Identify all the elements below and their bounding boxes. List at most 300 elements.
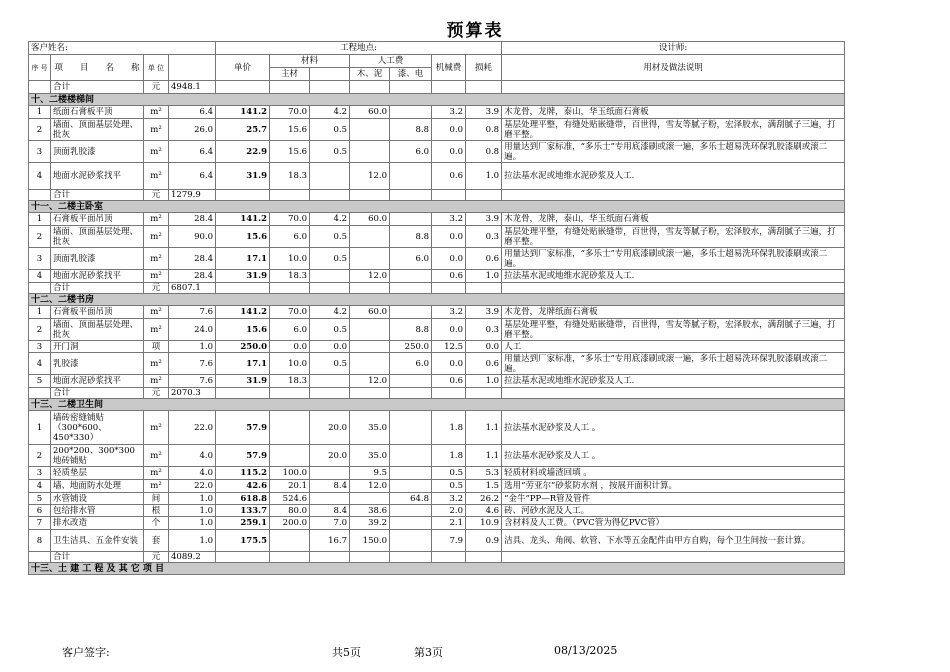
- labor-wood: [350, 353, 390, 375]
- total-row: [29, 81, 845, 94]
- loss: 3.9: [466, 106, 502, 119]
- header-aux-material: [310, 68, 350, 81]
- labor-wood: 9.5: [350, 467, 390, 480]
- main-material: 200.0: [270, 517, 310, 530]
- main-material: 18.3: [270, 163, 310, 190]
- quantity: 6.4: [169, 141, 216, 163]
- quantity: 22.0: [169, 411, 216, 445]
- description: 木龙骨，龙牌，泰山，华玉纸面石膏板: [502, 106, 845, 119]
- section-title: 十二、二楼书房: [29, 294, 845, 306]
- seq: 3: [29, 248, 51, 270]
- header-row-1: [29, 55, 845, 68]
- description: 基层处理平整，有缝处贴嵌缝带，百世得，雪友等腻子粉，宏泽胶水，满刮腻子三遍，打磨平整。: [502, 119, 845, 141]
- aux-material: 20.0: [310, 411, 350, 445]
- description: 木龙骨，龙牌纸面石膏板: [502, 306, 845, 319]
- empty-cell: [29, 190, 51, 201]
- header-seq: 序 号: [29, 55, 51, 81]
- page-number: 第3页: [414, 646, 443, 659]
- unit-price: 259.1: [216, 517, 270, 530]
- header-desc: 用材及做法说明: [502, 55, 845, 81]
- header-machine: 机械费: [432, 55, 466, 81]
- table-row: [29, 530, 845, 552]
- table-row: [29, 248, 845, 270]
- unit-price: 57.9: [216, 445, 270, 467]
- main-material: 10.0: [270, 248, 310, 270]
- seq: 7: [29, 517, 51, 530]
- quantity: 4.0: [169, 467, 216, 480]
- aux-material: [310, 163, 350, 190]
- labor-paint: 64.8: [390, 493, 432, 505]
- unit: m²: [144, 270, 169, 283]
- loss: 0.0: [466, 341, 502, 353]
- labor-paint: [390, 480, 432, 493]
- item-name: 墙砖密缝铺贴（300*600、450*330）: [51, 411, 144, 445]
- description: 拉法基水泥或地维水泥砂浆及人工.: [502, 375, 845, 388]
- section-total-row: [29, 190, 845, 201]
- labor-paint: 6.0: [390, 248, 432, 270]
- machine-fee: 2.0: [432, 505, 466, 517]
- empty-cell: [502, 190, 845, 201]
- machine-fee: 3.2: [432, 306, 466, 319]
- labor-wood: [350, 226, 390, 248]
- page-count: 共5页: [332, 646, 361, 659]
- labor-paint: [390, 505, 432, 517]
- description: 木龙骨，龙牌，泰山，华玉纸面石膏板: [502, 213, 845, 226]
- seq: 2: [29, 319, 51, 341]
- seq: 3: [29, 467, 51, 480]
- empty-cell: [216, 388, 270, 399]
- total-label: 合计: [51, 388, 144, 399]
- table-row: [29, 213, 845, 226]
- labor-wood: [350, 141, 390, 163]
- empty-cell: [466, 388, 502, 399]
- section-title: 十三、土 建 工 程 及 其 它 项 目: [29, 563, 845, 575]
- unit: m²: [144, 306, 169, 319]
- description: 用量达到厂家标准，“多乐士”专用底漆刷或滚一遍，多乐士超易洗环保乳胶漆刷或滚二遍。: [502, 248, 845, 270]
- empty-cell: [350, 388, 390, 399]
- item-name: 地面水泥砂浆找平: [51, 163, 144, 190]
- main-material: 20.1: [270, 480, 310, 493]
- loss: 0.8: [466, 141, 502, 163]
- quantity: 7.6: [169, 353, 216, 375]
- unit-price: 42.6: [216, 480, 270, 493]
- item-name: 石膏板平面吊顶: [51, 213, 144, 226]
- labor-paint: [390, 213, 432, 226]
- machine-fee: 0.0: [432, 141, 466, 163]
- labor-paint: [390, 306, 432, 319]
- aux-material: 8.4: [310, 505, 350, 517]
- machine-fee: 1.8: [432, 445, 466, 467]
- empty-cell: [216, 190, 270, 201]
- item-name: 墙面、顶面基层处理、批灰: [51, 119, 144, 141]
- machine-fee: 7.9: [432, 530, 466, 552]
- table-row: [29, 505, 845, 517]
- unit-price: 175.5: [216, 530, 270, 552]
- total-unit: 元: [144, 552, 169, 563]
- unit: m²: [144, 411, 169, 445]
- quantity: 1.0: [169, 517, 216, 530]
- unit-price: 15.6: [216, 319, 270, 341]
- quantity: 6.4: [169, 106, 216, 119]
- empty-cell: [432, 388, 466, 399]
- loss: 4.6: [466, 505, 502, 517]
- empty-cell: [502, 388, 845, 399]
- aux-material: [310, 493, 350, 505]
- aux-material: 16.7: [310, 530, 350, 552]
- empty-cell: [390, 552, 432, 563]
- labor-wood: 12.0: [350, 163, 390, 190]
- aux-material: 20.0: [310, 445, 350, 467]
- aux-material: 7.0: [310, 517, 350, 530]
- total-unit: 元: [144, 388, 169, 399]
- main-material: [270, 411, 310, 445]
- seq: 1: [29, 411, 51, 445]
- labor-wood: [350, 248, 390, 270]
- unit: m²: [144, 226, 169, 248]
- description: 基层处理平整，有缝处贴嵌缝带，百世得，雪友等腻子粉，宏泽胶水，满刮腻子三遍，打磨平整。: [502, 226, 845, 248]
- loss: 0.6: [466, 248, 502, 270]
- seq: 1: [29, 306, 51, 319]
- loss: 0.9: [466, 530, 502, 552]
- aux-material: 0.5: [310, 141, 350, 163]
- machine-fee: 0.0: [432, 226, 466, 248]
- header-wood: 木、泥: [350, 68, 390, 81]
- description: 拉法基水泥砂浆及人工 。: [502, 445, 845, 467]
- labor-paint: 6.0: [390, 353, 432, 375]
- empty-cell: [310, 552, 350, 563]
- header-material: 材料: [270, 55, 350, 68]
- main-material: 524.6: [270, 493, 310, 505]
- labor-wood: [350, 319, 390, 341]
- empty-cell: [350, 190, 390, 201]
- unit: m²: [144, 467, 169, 480]
- labor-paint: [390, 163, 432, 190]
- labor-paint: [390, 517, 432, 530]
- unit: 个: [144, 517, 169, 530]
- machine-fee: 0.6: [432, 375, 466, 388]
- main-material: 18.3: [270, 375, 310, 388]
- empty-cell: [270, 283, 310, 294]
- aux-material: [310, 375, 350, 388]
- machine-fee: 0.6: [432, 270, 466, 283]
- main-material: [270, 445, 310, 467]
- description: 选用“劳亚尔”砂浆防水剂 ，按展开面积计算。: [502, 480, 845, 493]
- aux-material: 4.2: [310, 106, 350, 119]
- table-row: [29, 270, 845, 283]
- main-material: 15.6: [270, 119, 310, 141]
- unit-price: 22.9: [216, 141, 270, 163]
- client-signature-label: 客户签字:: [62, 646, 110, 659]
- empty-cell: [432, 552, 466, 563]
- aux-material: [310, 467, 350, 480]
- empty-cell: [310, 388, 350, 399]
- main-material: 6.0: [270, 226, 310, 248]
- labor-paint: [390, 530, 432, 552]
- section-header: [29, 201, 845, 213]
- labor-wood: [350, 493, 390, 505]
- labor-wood: 12.0: [350, 480, 390, 493]
- labor-wood: 39.2: [350, 517, 390, 530]
- quantity: 7.6: [169, 306, 216, 319]
- empty-cell: [502, 552, 845, 563]
- seq: 2: [29, 226, 51, 248]
- unit: m²: [144, 106, 169, 119]
- site-label: 工程地点:: [216, 42, 502, 55]
- item-name: 墙、地面防水处理: [51, 480, 144, 493]
- loss: 5.3: [466, 467, 502, 480]
- section-header: [29, 94, 845, 106]
- seq: 2: [29, 119, 51, 141]
- unit: 根: [144, 505, 169, 517]
- main-material: 18.3: [270, 270, 310, 283]
- seq: 8: [29, 530, 51, 552]
- total-value: 1279.9: [169, 190, 216, 201]
- machine-fee: 3.2: [432, 106, 466, 119]
- header-qty: [169, 55, 216, 81]
- table-row: [29, 306, 845, 319]
- item-name: 卫生洁具、五金件安装: [51, 530, 144, 552]
- loss: 1.5: [466, 480, 502, 493]
- labor-wood: 12.0: [350, 375, 390, 388]
- machine-fee: 3.2: [432, 493, 466, 505]
- table-row: [29, 467, 845, 480]
- seq: 4: [29, 480, 51, 493]
- unit-price: 31.9: [216, 375, 270, 388]
- total-label: 合计: [51, 283, 144, 294]
- machine-fee: 2.1: [432, 517, 466, 530]
- labor-wood: 60.0: [350, 213, 390, 226]
- quantity: 7.6: [169, 375, 216, 388]
- description: 砖、河砂水泥及人工。: [502, 505, 845, 517]
- section-header: [29, 294, 845, 306]
- empty-cell: [29, 552, 51, 563]
- aux-material: 0.5: [310, 119, 350, 141]
- labor-paint: 8.8: [390, 226, 432, 248]
- header-price: 单价: [216, 55, 270, 81]
- description: “金牛”PP—R管及管件: [502, 493, 845, 505]
- empty-cell: [270, 552, 310, 563]
- machine-fee: 0.5: [432, 480, 466, 493]
- empty-cell: [350, 283, 390, 294]
- labor-paint: 8.8: [390, 319, 432, 341]
- main-material: 70.0: [270, 306, 310, 319]
- loss: 0.3: [466, 226, 502, 248]
- item-name: 顶面乳胶漆: [51, 141, 144, 163]
- seq: 3: [29, 141, 51, 163]
- main-material: 80.0: [270, 505, 310, 517]
- labor-paint: [390, 270, 432, 283]
- loss: 1.1: [466, 411, 502, 445]
- labor-paint: [390, 375, 432, 388]
- description: 人工: [502, 341, 845, 353]
- aux-material: 0.0: [310, 341, 350, 353]
- main-material: [270, 530, 310, 552]
- main-material: 70.0: [270, 106, 310, 119]
- machine-fee: 0.0: [432, 319, 466, 341]
- unit-price: 31.9: [216, 163, 270, 190]
- quantity: 28.4: [169, 213, 216, 226]
- header-main-material: 主材: [270, 68, 310, 81]
- item-name: 排水改造: [51, 517, 144, 530]
- seq: 4: [29, 163, 51, 190]
- empty-cell: [390, 388, 432, 399]
- table-row: [29, 119, 845, 141]
- unit: m²: [144, 480, 169, 493]
- unit-price: 141.2: [216, 306, 270, 319]
- page-title: 预算表: [446, 21, 504, 41]
- labor-paint: [390, 445, 432, 467]
- unit-price: 133.7: [216, 505, 270, 517]
- loss: 1.0: [466, 375, 502, 388]
- table-row: [29, 141, 845, 163]
- table-row: [29, 445, 845, 467]
- item-name: 200*200、300*300地砖铺贴: [51, 445, 144, 467]
- total-unit: 元: [144, 81, 169, 94]
- total-value: 6807.1: [169, 283, 216, 294]
- section-total-row: [29, 388, 845, 399]
- loss: 0.8: [466, 119, 502, 141]
- empty-cell: [432, 190, 466, 201]
- machine-fee: 1.8: [432, 411, 466, 445]
- main-material: 6.0: [270, 319, 310, 341]
- unit: m²: [144, 163, 169, 190]
- empty-cell: [432, 283, 466, 294]
- aux-material: 0.5: [310, 248, 350, 270]
- loss: 3.9: [466, 213, 502, 226]
- empty-cell: [270, 190, 310, 201]
- labor-paint: [390, 467, 432, 480]
- designer-label: 设计师:: [502, 42, 845, 55]
- empty-cell: [502, 283, 845, 294]
- item-name: 开门洞: [51, 341, 144, 353]
- aux-material: 4.2: [310, 213, 350, 226]
- labor-wood: 35.0: [350, 445, 390, 467]
- description: 拉法基水泥或地维水泥砂浆及人工.: [502, 270, 845, 283]
- loss: 0.3: [466, 319, 502, 341]
- total-value: 2070.3: [169, 388, 216, 399]
- empty-cell: [216, 552, 270, 563]
- table-row: [29, 517, 845, 530]
- unit-price: 17.1: [216, 353, 270, 375]
- seq: 2: [29, 445, 51, 467]
- loss: 1.1: [466, 445, 502, 467]
- section-total-row: [29, 283, 845, 294]
- unit: m²: [144, 248, 169, 270]
- item-name: 包给排水管: [51, 505, 144, 517]
- labor-wood: [350, 119, 390, 141]
- description: 洁具、龙头、角阀、软管、下水等五金配件由甲方自购，每个卫生间按一套计算。: [502, 530, 845, 552]
- loss: 1.0: [466, 163, 502, 190]
- description: 拉法基水泥或地维水泥砂浆及人工.: [502, 163, 845, 190]
- main-material: 10.0: [270, 353, 310, 375]
- empty-cell: [390, 283, 432, 294]
- unit: m²: [144, 119, 169, 141]
- seq: 5: [29, 493, 51, 505]
- empty-cell: [310, 190, 350, 201]
- section-header: [29, 399, 845, 411]
- total-label: 合计: [51, 552, 144, 563]
- quantity: 28.4: [169, 248, 216, 270]
- machine-fee: 0.0: [432, 119, 466, 141]
- table-row: [29, 341, 845, 353]
- machine-fee: 0.6: [432, 163, 466, 190]
- total-value: 4089.2: [169, 552, 216, 563]
- unit: 间: [144, 493, 169, 505]
- client-name-label: 客户姓名:: [29, 42, 216, 55]
- seq: 4: [29, 353, 51, 375]
- main-material: 15.6: [270, 141, 310, 163]
- quantity: 1.0: [169, 341, 216, 353]
- quantity: 26.0: [169, 119, 216, 141]
- aux-material: 0.5: [310, 226, 350, 248]
- aux-material: 4.2: [310, 306, 350, 319]
- main-material: 0.0: [270, 341, 310, 353]
- labor-wood: 38.6: [350, 505, 390, 517]
- header-loss: 损耗: [466, 55, 502, 81]
- item-name: 石膏板平面吊顶: [51, 306, 144, 319]
- aux-material: [310, 270, 350, 283]
- main-material: 100.0: [270, 467, 310, 480]
- section-total-row: [29, 552, 845, 563]
- main-material: 70.0: [270, 213, 310, 226]
- machine-fee: 3.2: [432, 213, 466, 226]
- total-label: 合计: [51, 81, 144, 94]
- item-name: 水管铺设: [51, 493, 144, 505]
- quantity: 4.0: [169, 445, 216, 467]
- item-name: 乳胶漆: [51, 353, 144, 375]
- labor-wood: 35.0: [350, 411, 390, 445]
- header-item: 项 目 名 称: [51, 55, 144, 81]
- aux-material: 8.4: [310, 480, 350, 493]
- table-row: [29, 226, 845, 248]
- quantity: 6.4: [169, 163, 216, 190]
- section-title: 十三、二楼卫生间: [29, 399, 845, 411]
- unit-price: 25.7: [216, 119, 270, 141]
- labor-paint: 250.0: [390, 341, 432, 353]
- unit: m²: [144, 319, 169, 341]
- empty-cell: [29, 283, 51, 294]
- section-title: 十、二楼楼梯间: [29, 94, 845, 106]
- empty-cell: [390, 190, 432, 201]
- machine-fee: 12.5: [432, 341, 466, 353]
- total-unit: 元: [144, 283, 169, 294]
- unit: 套: [144, 530, 169, 552]
- section-title: 十一、二楼主卧室: [29, 201, 845, 213]
- labor-paint: 6.0: [390, 141, 432, 163]
- loss: 0.6: [466, 353, 502, 375]
- aux-material: 0.5: [310, 353, 350, 375]
- item-name: 纸面石膏板平顶: [51, 106, 144, 119]
- quantity: 1.0: [169, 493, 216, 505]
- item-name: 轻质垫层: [51, 467, 144, 480]
- empty-cell: [466, 552, 502, 563]
- labor-wood: 60.0: [350, 306, 390, 319]
- seq: 3: [29, 341, 51, 353]
- item-name: 地面水泥砂浆找平: [51, 375, 144, 388]
- total-unit: 元: [144, 190, 169, 201]
- labor-wood: 60.0: [350, 106, 390, 119]
- total-value: 4948.1: [169, 81, 216, 94]
- unit-price: 115.2: [216, 467, 270, 480]
- labor-wood: 150.0: [350, 530, 390, 552]
- unit-price: 618.8: [216, 493, 270, 505]
- unit: m²: [144, 375, 169, 388]
- labor-paint: 8.8: [390, 119, 432, 141]
- info-row: [29, 42, 845, 55]
- item-name: 顶面乳胶漆: [51, 248, 144, 270]
- total-label: 合计: [51, 190, 144, 201]
- loss: 1.0: [466, 270, 502, 283]
